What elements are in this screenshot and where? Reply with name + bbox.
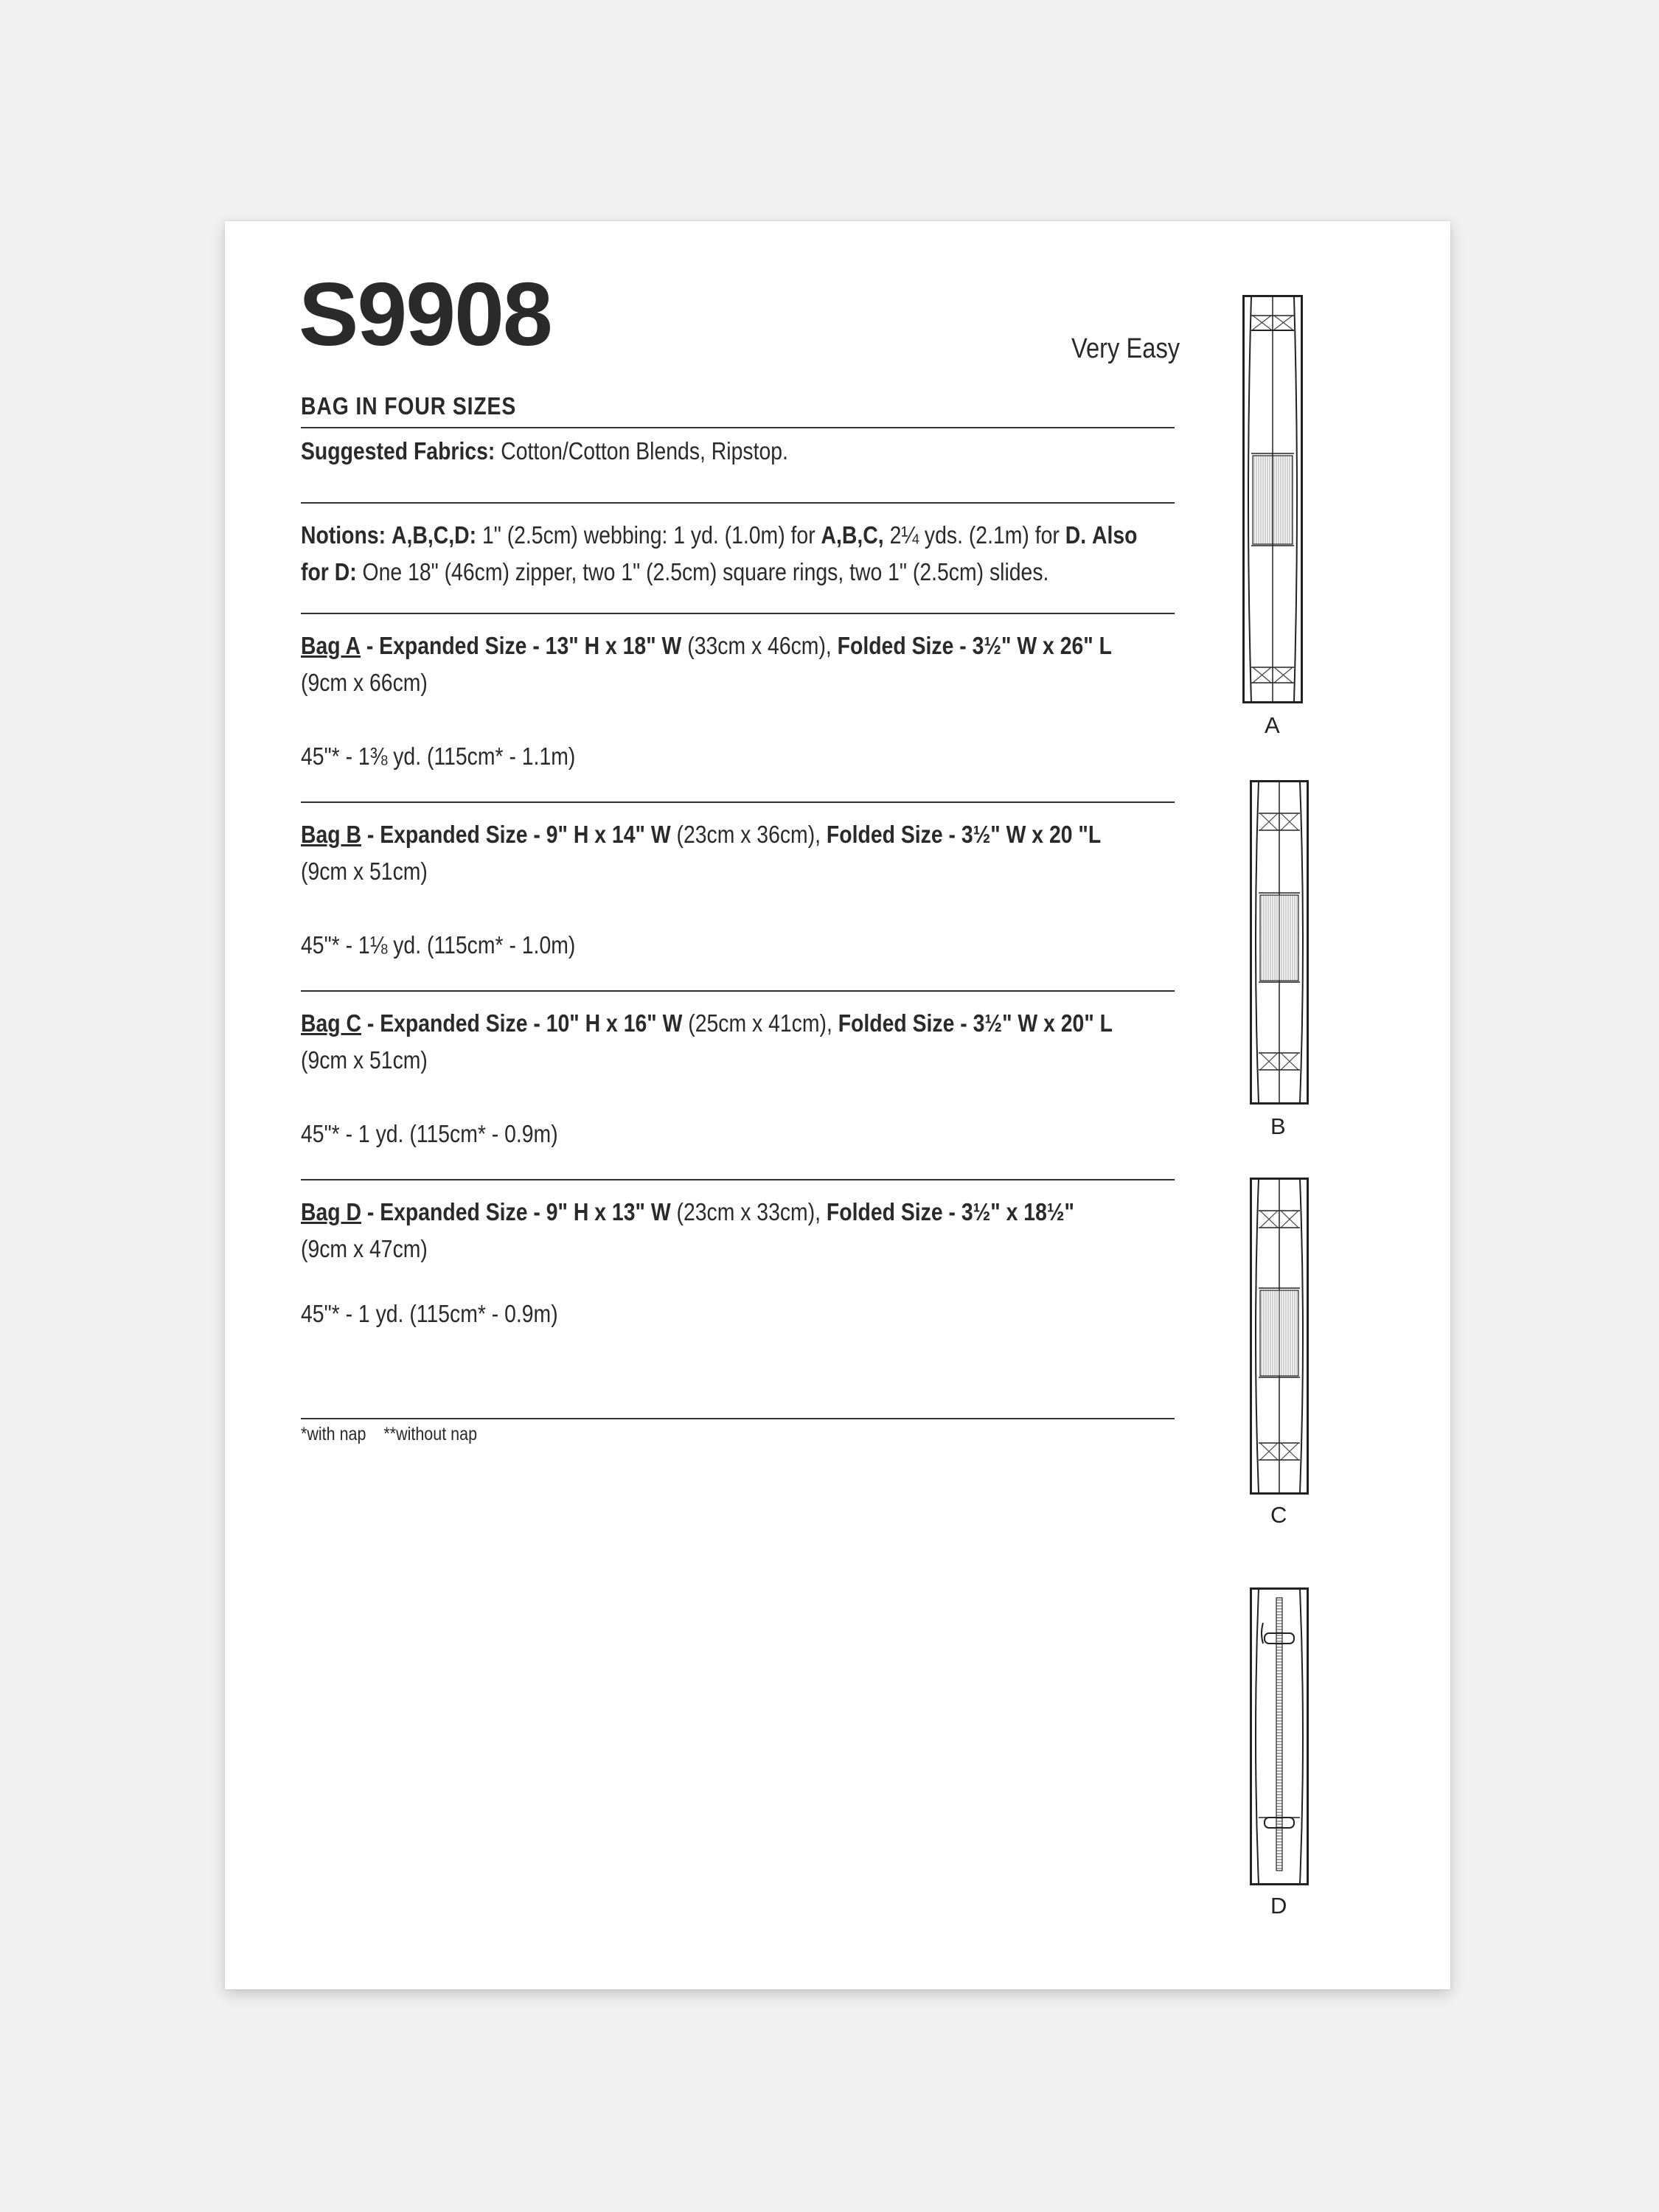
bag-c-drawing (1250, 1178, 1309, 1495)
suggested-fabrics (301, 428, 1175, 470)
bag-name: Bag C (301, 1009, 361, 1037)
figure-label: B (1270, 1113, 1286, 1139)
folded-size: Folded Size - 3½" W x 26" L (837, 632, 1112, 659)
bag-a-spec (301, 614, 1175, 775)
figure-label: C (1270, 1502, 1287, 1528)
bag-d-drawing (1250, 1587, 1309, 1885)
notions-view-d: D. (1065, 521, 1087, 549)
yardage: 45"* - 1 yd. (115cm* - 0.9m) (301, 1300, 558, 1327)
notions-text-1: 1" (2.5cm) webbing: 1 yd. (1.0m) for (481, 521, 815, 549)
folded-metric: (9cm x 47cm) (301, 1235, 428, 1262)
yardage: 45"* - 1 yd. (115cm* - 0.9m) (301, 1120, 558, 1147)
expanded-metric: (25cm x 41cm), (688, 1009, 832, 1037)
difficulty-level: Very Easy (1071, 333, 1180, 364)
yardage: 45"* - 1⅛ yd. (115cm* - 1.0m) (301, 931, 576, 959)
notions-views: A,B,C,D: (391, 521, 477, 549)
pattern-envelope-back (225, 221, 1450, 1989)
expanded-size: - Expanded Size - 13" H x 18" W (366, 632, 682, 659)
folded-metric: (9cm x 51cm) (301, 1046, 428, 1074)
bag-name: Bag B (301, 821, 361, 848)
figure-label: D (1270, 1893, 1287, 1919)
expanded-metric: (23cm x 33cm), (676, 1198, 821, 1225)
expanded-metric: (33cm x 46cm), (687, 632, 832, 659)
expanded-metric: (23cm x 36cm), (676, 821, 821, 848)
folded-size: Folded Size - 3½" W x 20" L (838, 1009, 1113, 1037)
bag-name: Bag A (301, 632, 361, 659)
notions-text-3: One 18" (46cm) zipper, two 1" (2.5cm) square rings, two 1" (2.5cm) slides. (362, 558, 1049, 585)
expanded-size: - Expanded Size - 10" H x 16" W (366, 1009, 683, 1037)
divider (301, 1418, 1175, 1419)
bag-c-spec (301, 992, 1175, 1152)
folded-metric: (9cm x 51cm) (301, 858, 428, 885)
bag-b-spec (301, 803, 1175, 964)
bag-d-illustration (1250, 1587, 1309, 1919)
bag-a-drawing (1242, 295, 1303, 703)
expanded-size: - Expanded Size - 9" H x 13" W (366, 1198, 671, 1225)
bag-b-drawing (1250, 780, 1309, 1105)
notions-views-abc: A,B,C, (821, 521, 884, 549)
bag-name: Bag D (301, 1198, 361, 1225)
bag-a-illustration (1242, 295, 1303, 738)
folded-size: Folded Size - 3½" W x 20 "L (826, 821, 1102, 848)
notions (301, 504, 1175, 591)
bag-b-illustration (1250, 780, 1309, 1139)
notions-label: Notions: (301, 521, 386, 549)
yardage: 45"* - 1⅜ yd. (115cm* - 1.1m) (301, 742, 576, 770)
folded-metric: (9cm x 66cm) (301, 669, 428, 696)
footnote: *with nap **without nap (301, 1424, 478, 1444)
bag-d-spec (301, 1180, 1175, 1332)
pattern-code: S9908 (299, 264, 552, 364)
fabrics-label: Suggested Fabrics: (301, 437, 495, 465)
folded-size: Folded Size - 3½" x 18½" (826, 1198, 1074, 1225)
bag-c-illustration (1250, 1178, 1309, 1528)
expanded-size: - Expanded Size - 9" H x 14" W (366, 821, 671, 848)
figure-label: A (1265, 712, 1280, 738)
pattern-details (301, 389, 1175, 1445)
pattern-title: BAG IN FOUR SIZES (301, 392, 517, 420)
notions-also: Also (1092, 521, 1138, 549)
notions-for-d: for D: (301, 558, 357, 585)
notions-text-2: 2¼ yds. (2.1m) for (889, 521, 1060, 549)
fabrics-value: Cotton/Cotton Blends, Ripstop. (501, 437, 788, 465)
